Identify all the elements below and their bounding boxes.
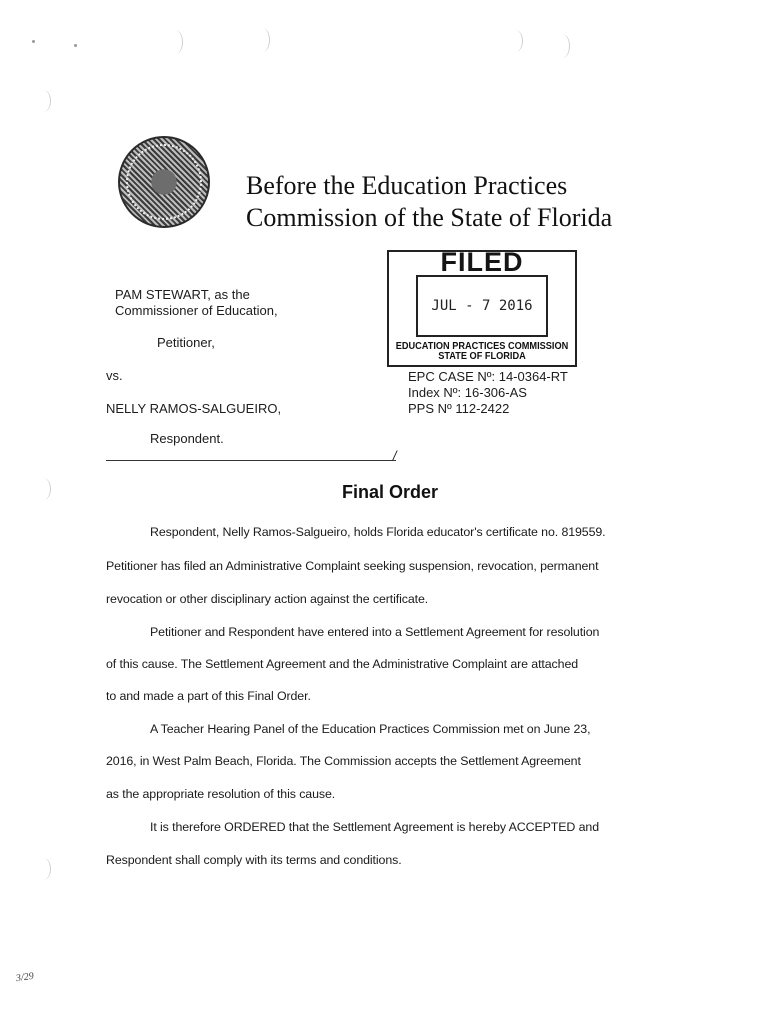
body-line: A Teacher Hearing Panel of the Education Practices Commission met on June 23, xyxy=(150,722,591,736)
body-line: Petitioner and Respondent have entered into a Settlement Agreement for resolution xyxy=(150,625,600,639)
respondent-role: Respondent. xyxy=(150,431,224,446)
stamp-commission-line-1: EDUCATION PRACTICES COMMISSION xyxy=(395,341,569,352)
scan-artifact xyxy=(36,90,51,112)
body-line: revocation or other disciplinary action against the certificate. xyxy=(106,592,429,606)
caption-divider-end: / xyxy=(393,448,397,463)
petitioner-name: PAM STEWART, as the xyxy=(115,287,250,302)
petitioner-role: Petitioner, xyxy=(157,335,215,350)
body-line: to and made a part of this Final Order. xyxy=(106,689,311,703)
filed-stamp-date: JUL - 7 2016 xyxy=(431,298,533,314)
scan-artifact xyxy=(508,30,523,52)
scan-artifact xyxy=(255,28,270,52)
heading-line-1: Before the Education Practices xyxy=(246,171,568,200)
body-line: 2016, in West Palm Beach, Florida. The Commission accepts the Settlement Agreement xyxy=(106,754,581,768)
commission-heading xyxy=(246,170,612,234)
document-title: Final Order xyxy=(341,482,439,502)
filed-stamp-commission xyxy=(395,342,570,362)
heading-line-2: Commission of the State of Florida xyxy=(246,203,613,232)
index-number: Index Nº: 16-306-AS xyxy=(408,385,527,400)
scan-artifact xyxy=(36,858,51,880)
stamp-commission-line-2: STATE OF FLORIDA xyxy=(438,351,526,362)
body-line: It is therefore ORDERED that the Settlement Agreement is hereby ACCEPTED and xyxy=(150,820,599,834)
scan-artifact xyxy=(555,34,570,58)
respondent-name: NELLY RAMOS-SALGUEIRO, xyxy=(106,401,282,416)
filed-stamp-label: FILED xyxy=(440,247,524,277)
body-line: as the appropriate resolution of this cause. xyxy=(106,787,336,801)
scan-artifact xyxy=(168,30,183,54)
body-line: Respondent shall comply with its terms and conditions. xyxy=(106,853,402,867)
scan-artifact xyxy=(74,44,77,47)
body-line: of this cause. The Settlement Agreement and the Administrative Complaint are attached xyxy=(106,657,579,671)
epc-case-number: EPC CASE Nº: 14-0364-RT xyxy=(408,369,568,384)
scan-artifact xyxy=(32,40,35,43)
handwritten-margin-note: 3/29 xyxy=(15,970,35,985)
caption-divider xyxy=(106,460,396,461)
body-line: Respondent, Nelly Ramos-Salgueiro, holds Florida educator's certificate no. 819559. xyxy=(150,525,606,539)
versus-label: vs. xyxy=(106,368,123,383)
body-line: Petitioner has filed an Administrative Complaint seeking suspension, revocation, permanent xyxy=(106,559,599,573)
petitioner-title: Commissioner of Education, xyxy=(115,303,278,318)
seal-ring xyxy=(126,144,202,220)
pps-number: PPS Nº 112-2422 xyxy=(408,401,510,416)
